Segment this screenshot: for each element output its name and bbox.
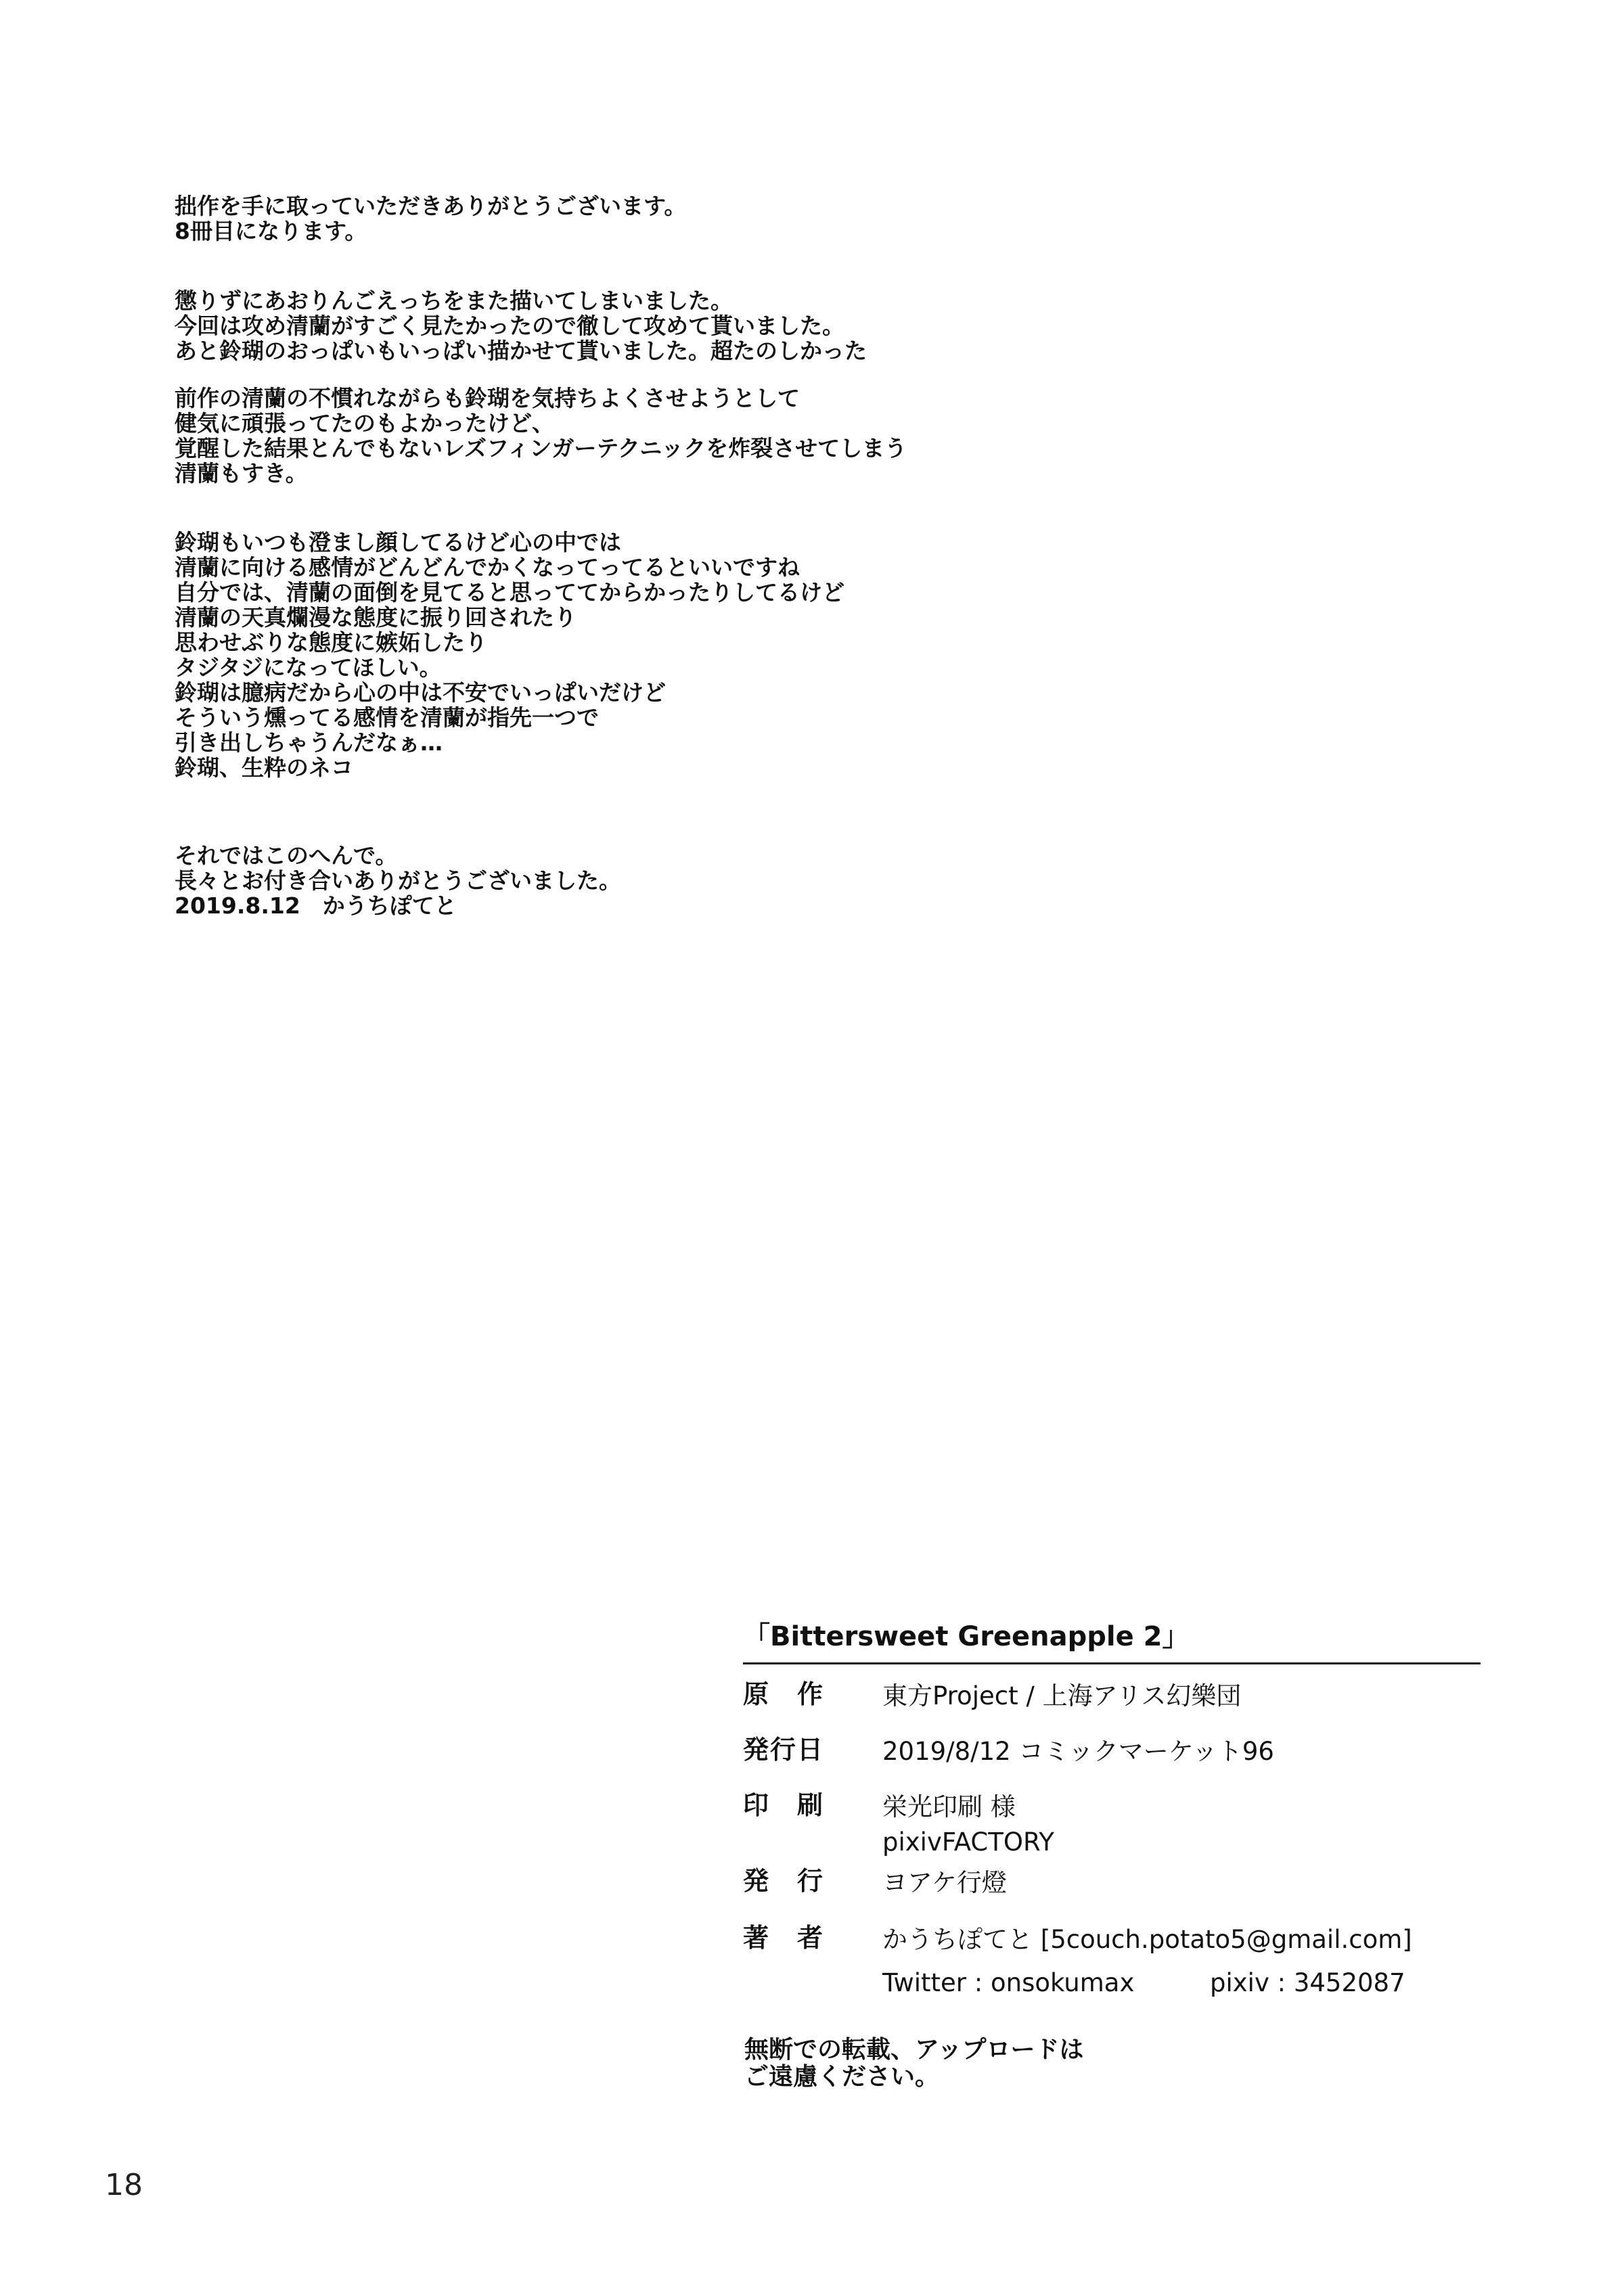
text-line: 清蘭もすき。 bbox=[175, 460, 308, 486]
text-line: 自分では、清蘭の面倒を見てると思っててからかったりしてるけど bbox=[175, 579, 844, 606]
text-line: 清蘭に向ける感情がどんどんでかくなってってるといいですね bbox=[175, 554, 800, 581]
text-line: 前作の清蘭の不慣れながらも鈴瑚を気持ちよくさせようとして bbox=[175, 385, 800, 411]
text-line: 思わせぶりな態度に嫉妬したり bbox=[175, 629, 487, 656]
text-line: 今回は攻め清蘭がすごく見たかったので徹して攻めて貰いました。 bbox=[175, 313, 844, 339]
notice-line: ご遠慮ください。 bbox=[744, 2063, 940, 2091]
text-line: 清蘭の天真爛漫な態度に振り回されたり bbox=[175, 604, 577, 631]
colophon-value: 2019/8/12 コミックマーケット96 bbox=[882, 1737, 1274, 1766]
text-line: 引き出しちゃうんだなぁ… bbox=[175, 729, 443, 756]
colophon-value: かうちぽてと [5couch.potato5@gmail.com] bbox=[882, 1925, 1412, 1954]
colophon-label: 原 作 bbox=[743, 1679, 825, 1709]
notice-line: 無断での転載、アップロードは bbox=[744, 2036, 1084, 2064]
colophon-label: 発 行 bbox=[743, 1866, 825, 1896]
colophon-label: 発行日 bbox=[743, 1735, 825, 1765]
text-line: タジタジになってほしい。 bbox=[175, 654, 442, 681]
text-line: 拙作を手に取っていただきありがとうございます。 bbox=[175, 193, 687, 219]
twitter-handle: Twitter : onsokumax bbox=[882, 1968, 1135, 1997]
colophon-label: 印 刷 bbox=[743, 1790, 825, 1820]
text-line: 鈴瑚は臆病だから心の中は不安でいっぱいだけど bbox=[175, 679, 666, 706]
afterword-paragraph bbox=[175, 194, 686, 244]
signature-date: 2019.8.12 かうちぽてと bbox=[175, 892, 457, 919]
text-line: 長々とお付き合いありがとうございました。 bbox=[175, 867, 621, 894]
colophon-label: 著 者 bbox=[743, 1923, 825, 1953]
text-line: 懲りずにあおりんごえっちをまた描いてしまいました。 bbox=[175, 288, 733, 314]
afterword-paragraph bbox=[175, 288, 867, 363]
text-line: 健気に頑張ってたのもよかったけど、 bbox=[175, 410, 554, 436]
colophon-value: 栄光印刷 様 bbox=[882, 1792, 1016, 1821]
colophon-value: ヨアケ行燈 bbox=[882, 1868, 1007, 1897]
text-line: 鈴瑚、生粋のネコ bbox=[175, 754, 353, 781]
afterword-paragraph bbox=[175, 386, 907, 486]
text-line: それではこのへんで。 bbox=[175, 842, 398, 869]
colophon-value: 東方Project / 上海アリス幻樂団 bbox=[882, 1681, 1242, 1710]
title-divider bbox=[743, 1662, 1481, 1664]
text-line: 鈴瑚もいつも澄まし顔してるけど心の中では bbox=[175, 529, 621, 555]
text-line: そういう燻ってる感情を清蘭が指先一つで bbox=[175, 704, 599, 731]
book-title: 「Bittersweet Greenapple 2」 bbox=[743, 1621, 1190, 1652]
pixiv-id: pixiv : 3452087 bbox=[1210, 1968, 1405, 1997]
text-line: 覚醒した結果とんでもないレズフィンガーテクニックを炸裂させてしまう bbox=[175, 435, 907, 461]
afterword-paragraph bbox=[175, 530, 844, 780]
reprint-notice bbox=[744, 2037, 1083, 2091]
text-line: あと鈴瑚のおっぱいもいっぱい描かせて貰いました。超たのしかった bbox=[175, 338, 867, 364]
afterword-paragraph bbox=[175, 843, 621, 918]
page-number: 18 bbox=[105, 2168, 143, 2202]
colophon-value: pixivFACTORY bbox=[882, 1827, 1054, 1857]
text-line: 8冊目になります。 bbox=[175, 218, 367, 244]
